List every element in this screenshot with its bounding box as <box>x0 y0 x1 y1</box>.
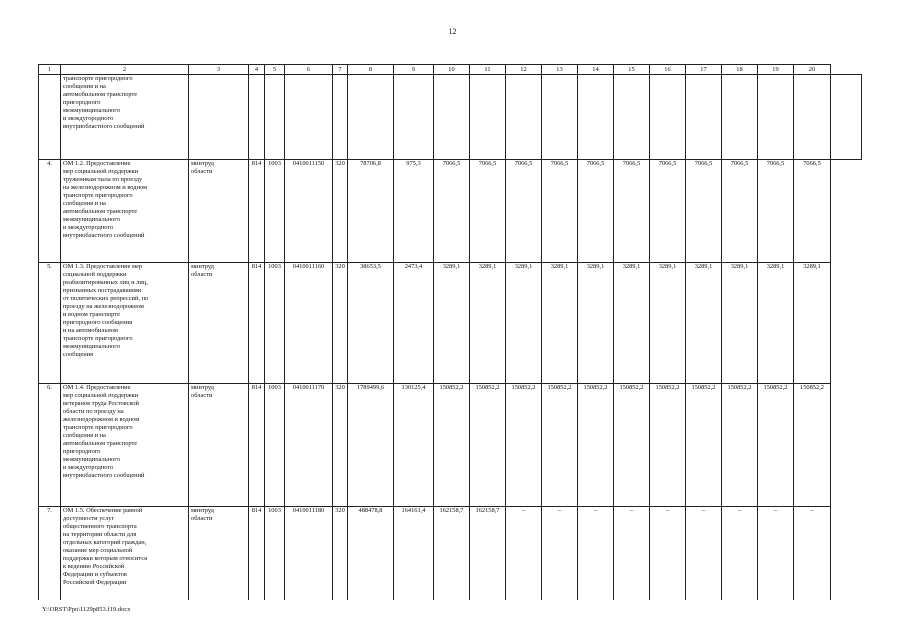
measure-name-line: проезду на железнодорожном <box>63 303 144 310</box>
row-number: 6. <box>39 384 61 507</box>
value-cell-col-16: 150852,2 <box>650 384 686 507</box>
page-number: 12 <box>448 27 457 36</box>
value-cell-col-12 <box>506 75 542 160</box>
value-cell-col-4 <box>249 75 265 160</box>
executor-line: области <box>191 271 213 278</box>
table-row <box>39 384 862 507</box>
executor-line: минтруд <box>191 160 214 167</box>
column-number-4: 4 <box>249 65 265 75</box>
measure-name-line: межмуниципального <box>63 107 120 114</box>
measure-name-line: внутриобластного сообщений <box>63 123 145 130</box>
value-cell-col-7: 320 <box>333 160 348 263</box>
value-cell-col-6: 0410011150 <box>285 160 333 263</box>
value-cell-col-7: 320 <box>333 263 348 384</box>
program-table-wrapper <box>38 64 862 600</box>
value-cell-col-5: 1003 <box>265 384 285 507</box>
value-cell-col-5: 1003 <box>265 160 285 263</box>
value-cell-col-15 <box>614 75 650 160</box>
column-number-11: 11 <box>470 65 506 75</box>
measure-name-line: общественного транспорта <box>63 523 137 530</box>
row-number: 4. <box>39 160 61 263</box>
column-number-row <box>39 65 862 75</box>
value-cell-col-20: – <box>794 507 831 601</box>
measure-name-line: сообщения <box>63 351 94 358</box>
measure-name-line: межмуниципального <box>63 343 120 350</box>
file-path-footer: Y:\ORST\Ppo\1129p853.f19.docx <box>42 606 131 613</box>
value-cell-col-18: – <box>722 507 758 601</box>
measure-name-line: ОМ 1.3. Предоставление мер <box>63 263 143 270</box>
value-cell-col-19: – <box>758 507 794 601</box>
value-cell-col-14: 150852,2 <box>578 384 614 507</box>
executor-line: минтруд <box>191 384 214 391</box>
value-cell-col-8 <box>348 75 394 160</box>
value-cell-col-15: 3289,1 <box>614 263 650 384</box>
executor <box>189 160 249 263</box>
measure-name-line: сообщения и на <box>63 432 106 439</box>
measure-name-line: автомобильном транспорте <box>63 440 138 447</box>
value-cell-col-14: 3289,1 <box>578 263 614 384</box>
value-cell-col-16: – <box>650 507 686 601</box>
value-cell-col-17: 7066,5 <box>686 160 722 263</box>
value-cell-col-4: 814 <box>249 263 265 384</box>
column-number-9: 9 <box>394 65 434 75</box>
measure-name-line: и на автомобильном <box>63 327 118 334</box>
measure-name-line: ОМ 1.5. Обеспечение равной <box>63 507 143 514</box>
value-cell-col-17: – <box>686 507 722 601</box>
measure-name-line: пригородного <box>63 99 101 106</box>
column-number-1: 1 <box>39 65 61 75</box>
value-cell-col-20: 150852,2 <box>794 384 831 507</box>
value-cell-col-4: 814 <box>249 507 265 601</box>
column-number-6: 6 <box>285 65 333 75</box>
value-cell-col-13: 150852,2 <box>542 384 578 507</box>
value-cell-col-11: 150852,2 <box>470 384 506 507</box>
measure-name-line: отдельных категорий граждан, <box>63 539 147 546</box>
value-cell-col-16: 7066,5 <box>650 160 686 263</box>
value-cell-col-8: 78706,8 <box>348 160 394 263</box>
value-cell-col-15: 150852,2 <box>614 384 650 507</box>
value-cell-col-17: 3289,1 <box>686 263 722 384</box>
value-cell-col-5: 1003 <box>265 263 285 384</box>
column-number-20: 20 <box>794 65 831 75</box>
value-cell-col-12: 150852,2 <box>506 384 542 507</box>
measure-name <box>61 507 189 601</box>
measure-name-line: транспорте пригородного <box>63 335 133 342</box>
value-cell-col-19: 3289,1 <box>758 263 794 384</box>
measure-name-line: Федерации и субъектов <box>63 571 127 578</box>
value-cell-col-13: 7066,5 <box>542 160 578 263</box>
measure-name-line: и междугородного <box>63 224 114 231</box>
measure-name <box>61 160 189 263</box>
measure-name-line: автомобильном транспорте <box>63 91 138 98</box>
value-cell-col-9: 164161,4 <box>394 507 434 601</box>
measure-name-line: социальной поддержки <box>63 271 127 278</box>
measure-name <box>61 263 189 384</box>
value-cell-col-8: 1789499,6 <box>348 384 394 507</box>
executor <box>189 384 249 507</box>
row-number <box>39 75 61 160</box>
column-number-8: 8 <box>348 65 394 75</box>
table-row <box>39 160 862 263</box>
measure-name-line: пригородного <box>63 448 101 455</box>
executor-line: области <box>191 515 213 522</box>
measure-name-line: ОМ 1.2. Предоставление <box>63 160 131 167</box>
measure-name-line: сообщения и на <box>63 200 106 207</box>
measure-name-line: автомобильном транспорте <box>63 208 138 215</box>
measure-name-line: на железнодорожном и водном <box>63 184 148 191</box>
column-number-17: 17 <box>686 65 722 75</box>
value-cell-col-8: 38653,5 <box>348 263 394 384</box>
measure-name-line: признанных пострадавшими <box>63 287 142 294</box>
value-cell-col-19 <box>758 75 794 160</box>
column-number-3: 3 <box>189 65 249 75</box>
measure-name-line: пригородного сообщения <box>63 319 133 326</box>
measure-name-line: поддержки которым относится <box>63 555 148 562</box>
value-cell-col-11: 162158,7 <box>470 507 506 601</box>
value-cell-col-6 <box>285 75 333 160</box>
value-cell-col-20: 3289,1 <box>794 263 831 384</box>
executor-line: области <box>191 168 213 175</box>
executor <box>189 263 249 384</box>
value-cell-col-9: 2473,4 <box>394 263 434 384</box>
measure-name-line: и междугородного <box>63 115 114 122</box>
value-cell-col-11: 3289,1 <box>470 263 506 384</box>
value-cell-col-7 <box>333 75 348 160</box>
measure-name-line: труженикам тыла по проезду <box>63 176 143 183</box>
measure-name-line: мер социальной поддержки <box>63 392 139 399</box>
column-number-15: 15 <box>614 65 650 75</box>
measure-name-line: от политических репрессий, по <box>63 295 149 302</box>
executor-line: минтруд <box>191 263 214 270</box>
value-cell-col-9: 130125,4 <box>394 384 434 507</box>
value-cell-col-20 <box>794 75 831 160</box>
value-cell-col-11: 7066,5 <box>470 160 506 263</box>
measure-name-line: железнодорожном и водном <box>63 416 140 423</box>
column-number-12: 12 <box>506 65 542 75</box>
row-number: 5. <box>39 263 61 384</box>
value-cell-col-15: 7066,5 <box>614 160 650 263</box>
measure-name <box>61 75 189 160</box>
value-cell-col-6: 0410011180 <box>285 507 333 601</box>
value-cell-col-5 <box>265 75 285 160</box>
value-cell-col-18: 150852,2 <box>722 384 758 507</box>
value-cell-col-4: 814 <box>249 384 265 507</box>
column-number-19: 19 <box>758 65 794 75</box>
value-cell-col-6: 0410011170 <box>285 384 333 507</box>
value-cell-col-9 <box>394 75 434 160</box>
value-cell-col-16: 3289,1 <box>650 263 686 384</box>
measure-name-line: Российской Федерации <box>63 579 127 586</box>
measure-name-line: мер социальной поддержки <box>63 168 139 175</box>
measure-name-line: на территории области для <box>63 531 137 538</box>
column-number-13: 13 <box>542 65 578 75</box>
measure-name-line: внутриобластного сообщений <box>63 232 145 239</box>
value-cell-col-12: 7066,5 <box>506 160 542 263</box>
value-cell-col-9: 975,3 <box>394 160 434 263</box>
value-cell-col-18: 7066,5 <box>722 160 758 263</box>
program-table <box>38 64 862 600</box>
measure-name-line: ОМ 1.4. Предоставление <box>63 384 131 391</box>
measure-name-line: межмуниципального <box>63 456 120 463</box>
measure-name-line: и водном транспорте <box>63 311 120 318</box>
value-cell-col-10: 7066,5 <box>434 160 470 263</box>
column-number-16: 16 <box>650 65 686 75</box>
table-row <box>39 75 862 160</box>
measure-name <box>61 384 189 507</box>
value-cell-col-10: 150852,2 <box>434 384 470 507</box>
measure-name-line: сообщения и на <box>63 83 106 90</box>
value-cell-col-10: 3289,1 <box>434 263 470 384</box>
measure-name-line: и междугородного <box>63 464 114 471</box>
value-cell-col-14: – <box>578 507 614 601</box>
value-cell-col-18: 3289,1 <box>722 263 758 384</box>
value-cell-col-17: 150852,2 <box>686 384 722 507</box>
measure-name-line: транспорте пригородного <box>63 424 133 431</box>
column-number-10: 10 <box>434 65 470 75</box>
measure-name-line: к ведению Российской <box>63 563 125 570</box>
column-number-18: 18 <box>722 65 758 75</box>
value-cell-col-21 <box>831 75 862 160</box>
value-cell-col-13: 3289,1 <box>542 263 578 384</box>
value-cell-col-10 <box>434 75 470 160</box>
table-body <box>39 75 862 601</box>
value-cell-col-10: 162158,7 <box>434 507 470 601</box>
executor-line: минтруд <box>191 507 214 514</box>
column-number-14: 14 <box>578 65 614 75</box>
value-cell-col-17 <box>686 75 722 160</box>
value-cell-col-20: 7066,5 <box>794 160 831 263</box>
value-cell-col-13: – <box>542 507 578 601</box>
value-cell-col-4: 814 <box>249 160 265 263</box>
value-cell-col-14: 7066,5 <box>578 160 614 263</box>
value-cell-col-13 <box>542 75 578 160</box>
table-row <box>39 263 862 384</box>
measure-name-line: транспорте пригородного <box>63 75 133 82</box>
value-cell-col-12: 3289,1 <box>506 263 542 384</box>
column-number-5: 5 <box>265 65 285 75</box>
executor <box>189 507 249 601</box>
measure-name-line: межмуниципального <box>63 216 120 223</box>
table-row <box>39 507 862 601</box>
value-cell-col-15: – <box>614 507 650 601</box>
value-cell-col-8: 488478,8 <box>348 507 394 601</box>
measure-name-line: транспорте пригородного <box>63 192 133 199</box>
measure-name-line: внутриобластного сообщений <box>63 472 145 479</box>
value-cell-col-7: 320 <box>333 507 348 601</box>
value-cell-col-14 <box>578 75 614 160</box>
measure-name-line: реабилитированных лиц и лиц, <box>63 279 148 286</box>
value-cell-col-19: 150852,2 <box>758 384 794 507</box>
value-cell-col-11 <box>470 75 506 160</box>
row-number: 7. <box>39 507 61 601</box>
value-cell-col-19: 7066,5 <box>758 160 794 263</box>
value-cell-col-12: – <box>506 507 542 601</box>
measure-name-line: ветеранов труда Ростовской <box>63 400 139 407</box>
measure-name-line: области по проезду на <box>63 408 124 415</box>
executor <box>189 75 249 160</box>
value-cell-col-18 <box>722 75 758 160</box>
column-number-7: 7 <box>333 65 348 75</box>
executor-line: области <box>191 392 213 399</box>
value-cell-col-16 <box>650 75 686 160</box>
value-cell-col-7: 320 <box>333 384 348 507</box>
column-number-2: 2 <box>61 65 189 75</box>
value-cell-col-5: 1003 <box>265 507 285 601</box>
value-cell-col-6: 0410011160 <box>285 263 333 384</box>
measure-name-line: оказание мер социальной <box>63 547 133 554</box>
measure-name-line: доступности услуг <box>63 515 115 522</box>
